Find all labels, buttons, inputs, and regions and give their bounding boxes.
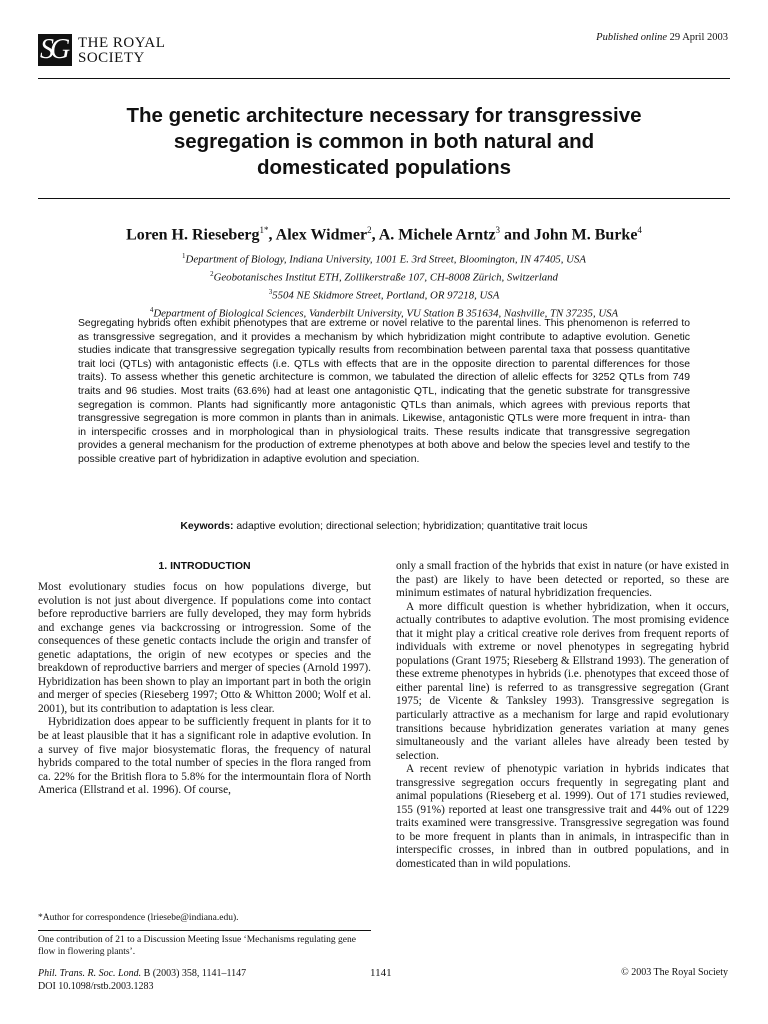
author-name: John M. Burke bbox=[533, 226, 638, 244]
right-column bbox=[396, 560, 729, 872]
published-date: 29 April 2003 bbox=[669, 32, 728, 43]
title-line: The genetic architecture necessary for transgressive bbox=[126, 104, 642, 127]
keywords-text: adaptive evolution; directional selection; hybridization; quantitative trait locus bbox=[236, 521, 588, 532]
citation-footer bbox=[38, 967, 246, 993]
copyright: © 2003 The Royal Society bbox=[621, 967, 728, 978]
affiliation bbox=[38, 285, 730, 303]
published-label: Published online bbox=[596, 32, 668, 43]
paragraph: Hybridization does appear to be sufficiently frequent in plants for it to be at least plausible that it has a significant role in adaptive evolution. In a survey of five major biosystematic floras, the frequency of natural hybrids compared to the total number of species in the flora ranged from ca. 22% for the British flora to 5.8% for the intermountain flora of North America (Ellstrand et al. 1996). Of course, bbox=[38, 716, 371, 797]
paragraph: Most evolutionary studies focus on how populations diverge, but evolution is not just about divergence. If populations come into contact before reproductive barriers are fully developed, they may form hybrids and exchange genes via backcrossing or introgression. Some of the consequences of these genetic contacts include the origin and transfer of genetic adaptations, the origin of new ecotypes or species and the breakdown of reproductive barriers and merger of species (Arnold 1997). Hybridization has been shown to play an important part in both the origin and merger of species (Rieseberg 1997; Otto & Whitton 2000; Wolf et al. 2001), but its contribution to adaptation is less clear. bbox=[38, 581, 371, 715]
affiliation-text: Geobotanisches Institut ETH, Zollikerstraße 107, CH-8008 Zürich, Switzerland bbox=[213, 271, 558, 284]
author-name: Loren H. Rieseberg bbox=[126, 226, 260, 244]
keywords-label: Keywords: bbox=[180, 521, 234, 532]
footnote-rule bbox=[38, 930, 371, 931]
affiliation-sup: 1 bbox=[182, 252, 186, 260]
paragraph: only a small fraction of the hybrids that exist in nature (or have existed in the past) are likely to have been detected or reported, so these are minimum estimates of natural hybridization frequencies. bbox=[396, 560, 729, 600]
section-heading: 1. INTRODUCTION bbox=[158, 560, 251, 572]
journal-name: Phil. Trans. R. Soc. Lond. bbox=[38, 968, 142, 979]
author-name: Alex Widmer bbox=[275, 226, 368, 244]
affiliation bbox=[38, 267, 730, 285]
contribution-footnote: One contribution of 21 to a Discussion Meeting Issue ‘Mechanisms regulating gene flow in flowering plants’. bbox=[38, 935, 356, 957]
publication-date bbox=[596, 32, 728, 43]
royal-society-logo bbox=[38, 34, 72, 66]
affiliation-text: 5504 NE Skidmore Street, Portland, OR 97218, USA bbox=[272, 289, 500, 302]
abstract: Segregating hybrids often exhibit phenotypes that are extreme or novel relative to the parental lines. This phenomenon is referred to as transgressive segregation, and it provides a mechanism by which hybridization might contribute to adaptive evolution. Genetic studies indicate that transgressive segregation typically results from recombination between parental taxa that possess quantitative trait loci (QTLs) with antagonistic effects (i.e. QTLs with effects that are in the opposite direction to parental differences for those traits). To assess whether this genetic architecture is common, we tabulated the direction of allelic effects for 3252 QTLs from 749 traits and 96 studies. Most traits (63.6%) had at least one antagonistic QTL, indicating that the genetic substrate for transgressive segregation is common. Plants had significantly more antagonistic QTLs than animals, which agrees with previous reports that transgressive segregation is more common in plants than in animals. Likewise, antagonistic QTLs were more frequent in intra- than in interspecific crosses and in morphological than in physiological traits. These results indicate that transgressive segregation provides a general mechanism for the production of extreme phenotypes at both above and below the species level and testify to the possible creative part of hybridization in adaptive evolution and speciation. bbox=[78, 318, 690, 465]
author-sup: 1* bbox=[259, 225, 269, 235]
title-line: domesticated populations bbox=[257, 156, 511, 179]
affiliation-sup: 3 bbox=[268, 288, 273, 297]
society-name bbox=[78, 36, 165, 66]
society-line-1: THE ROYAL bbox=[78, 35, 166, 51]
affiliation bbox=[38, 249, 730, 267]
title-rule bbox=[38, 198, 730, 199]
doi: DOI 10.1098/rstb.2003.1283 bbox=[38, 981, 154, 992]
affiliation-text: Department of Biology, Indiana University, 1001 E. 3rd Street, Bloomington, IN 47405, USA bbox=[185, 253, 586, 266]
left-column bbox=[38, 581, 371, 798]
correspondence-footnote: *Author for correspondence (lriesebe@indiana.edu). bbox=[38, 913, 239, 923]
author-name: A. Michele Arntz bbox=[378, 226, 496, 244]
article-title bbox=[38, 103, 730, 181]
author-sup: 2 bbox=[367, 225, 372, 235]
affiliations bbox=[38, 249, 730, 321]
paragraph: A more difficult question is whether hybridization, when it occurs, actually contributes to adaptive evolution. The most promising evidence that it might play a critical creative role derives from frequent reports of individuals with extreme or novel phenotypes in segregating hybrid populations (Grant 1975; Rieseberg & Ellstrand 1993). The generation of these extreme phenotypes in hybrids (i.e. phenotypes that exceed those of either parental line) is referred to as transgressive segregation (Grant 1975; de Vicente & Tanksley 1993). Transgressive segregation is particularly attractive as a mechanism for large and rapid evolutionary transitions because hybridization generates variation at many genes simultaneously and the variant alleles have already been tested by selection. bbox=[396, 600, 729, 762]
paragraph: A recent review of phenotypic variation in hybrids indicates that transgressive segregation occurs frequently in segregating plant and animal populations (Rieseberg et al. 1999). Out of 171 studies reviewed, 155 (91%) reported at least one transgressive trait and 44% out of 1229 traits examined were transgressive. Transgressive segregation was found to be more frequent in plants than in animals, in intraspecific than in interspecific crosses, in inbred than in outbred populations, and in domesticated than in wild populations. bbox=[396, 763, 729, 871]
author-sup: 3 bbox=[495, 225, 501, 235]
affiliation-sup: 2 bbox=[210, 270, 214, 279]
top-rule bbox=[38, 78, 730, 79]
page-number: 1141 bbox=[370, 967, 392, 979]
logo-glyph: SG bbox=[40, 34, 67, 65]
keywords bbox=[78, 521, 690, 532]
author-sup: 4 bbox=[637, 225, 642, 235]
author-list: Loren H. Rieseberg$^{1*}$, Alex Widmer$^2$, A. Michele Arntz$^3$ and John M. Burke$^4$ bbox=[126, 225, 642, 244]
affiliation-text: Department of Biological Sciences, Vanderbilt University, VU Station B 351634, Nashville, TN 37235, USA bbox=[153, 307, 619, 320]
citation: B (2003) 358, 1141–1147 bbox=[143, 968, 247, 979]
affiliation-sup: 4 bbox=[149, 306, 154, 315]
society-line-2: SOCIETY bbox=[78, 50, 145, 66]
title-line: segregation is common in both natural and bbox=[173, 130, 595, 153]
